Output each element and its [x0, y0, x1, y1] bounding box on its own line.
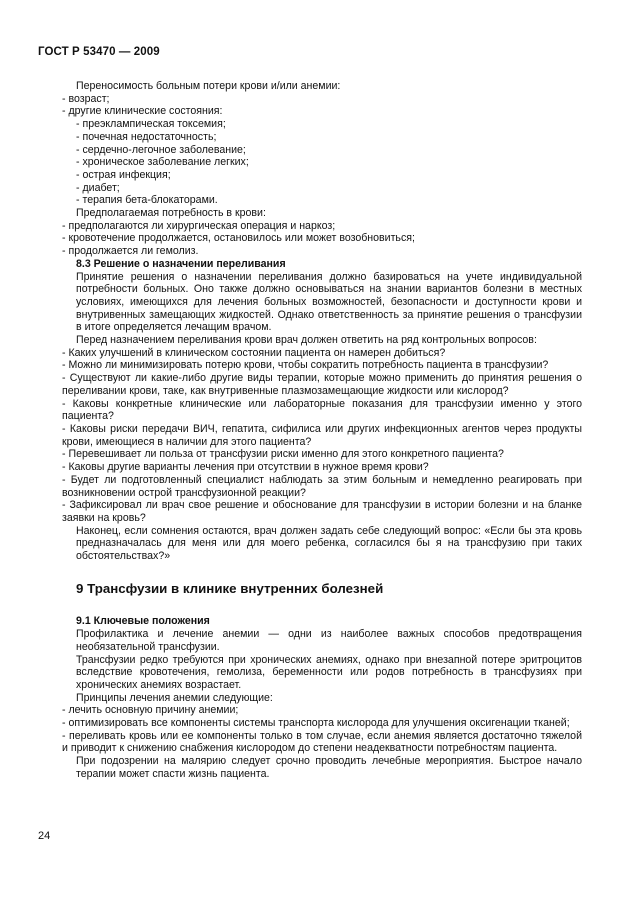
paragraph: Наконец, если сомнения остаются, врач должен задать себе следующий вопрос: «Если бы эта кровь предназначалась для меня или для моего ребенка, согласился бы я на трансфузию при таких обстоятельствах?»	[76, 524, 582, 563]
tolerance-intro: Переносимость больным потери крови и/или анемии:	[76, 80, 341, 92]
question-item: - Каковы другие варианты лечения при отсутствии в нужное время крови?	[62, 461, 429, 474]
question-item: - Каковы риски передачи ВИЧ, гепатита, сифилиса или других инфекционных агентов через продукты крови, имеющиеся в наличии для этого пациента?	[62, 422, 582, 448]
list-item: - продолжается ли гемолиз.	[62, 245, 199, 258]
paragraph: Перед назначением переливания крови врач должен ответить на ряд контрольных вопросов:	[76, 334, 537, 347]
list-item: - возраст;	[62, 92, 110, 105]
section-9-heading: 9 Трансфузии в клинике внутренних болезней	[76, 580, 384, 596]
principle-item: - переливать кровь или ее компоненты только в том случае, если анемия является достаточно тяжелой и приводит к снижению снабжения кислородом до степени неадекватности потребностям пациента.	[62, 729, 582, 755]
principle-item: - оптимизировать все компоненты системы транспорта кислорода для улучшения оксигенации тканей;	[62, 717, 570, 730]
need-intro: Предполагаемая потребность в крови:	[76, 207, 266, 220]
question-item: - Каковы конкретные клинические или лабораторные показания для трансфузии именно у этого пациента?	[62, 397, 582, 423]
list-item: - терапия бета-блокаторами.	[76, 194, 218, 207]
question-item: - Перевешивает ли польза от трансфузии риски именно для этого конкретного пациента?	[62, 448, 504, 461]
principle-item: - лечить основную причину анемии;	[62, 704, 239, 717]
list-item: - кровотечение продолжается, остановилось или может возобновиться;	[62, 232, 415, 245]
list-item: - острая инфекция;	[76, 168, 171, 181]
paragraph: Принципы лечения анемии следующие:	[76, 691, 273, 704]
question-item: - Зафиксировал ли врач свое решение и обоснование для трансфузии в истории болезни и на бланке заявки на кровь?	[62, 499, 582, 524]
paragraph: Профилактика и лечение анемии — одни из наиболее важных способов предотвращения необязательной трансфузии.	[76, 628, 582, 653]
paragraph: Принятие решения о назначении переливания должно базироваться на учете индивидуальной потребности больных. Оно также должно основываться на знании вариантов болезни в местных условиях, имеющихся для лечения больных возможностей, безопасности и доступности крови и внутривенных замещающих жидкостей. Однако ответственность за принятие решения о трансфузии в итоге определяется лечащим врачом.	[76, 270, 582, 334]
page-content	[62, 80, 582, 781]
document-header: ГОСТ Р 53470 — 2009	[38, 46, 160, 58]
section-8-3-heading: 8.3 Решение о назначении переливания	[76, 257, 286, 270]
paragraph: Трансфузии редко требуются при хронических анемиях, однако при внезапной потере эритроцитов вследствие кровотечения, гемолиза, беременности или родов потребность в трансфузиях при хронических анемиях возрастает.	[76, 653, 582, 691]
paragraph: При подозрении на малярию следует срочно проводить лечебные мероприятия. Быстрое начало терапии может спасти жизнь пациента.	[76, 755, 582, 780]
list-item: - почечная недостаточность;	[76, 130, 217, 143]
list-item: - преэклампическая токсемия;	[76, 118, 226, 131]
question-item: - Каких улучшений в клиническом состоянии пациента он намерен добиться?	[62, 346, 446, 359]
question-item: - Будет ли подготовленный специалист наблюдать за этим больным и немедленно реагировать при возникновении острой трансфузионной реакции?	[62, 473, 582, 499]
list-item: - предполагаются ли хирургическая операция и наркоз;	[62, 219, 336, 232]
page-number: 24	[38, 830, 51, 842]
list-item: - другие клинические состояния:	[62, 105, 223, 118]
question-item: - Можно ли минимизировать потерю крови, чтобы сократить потребность пациента в трансфузии?	[62, 359, 549, 372]
list-item: - сердечно-легочное заболевание;	[76, 143, 246, 156]
question-item: - Существуют ли какие-либо другие виды терапии, которые можно применить до принятия решения о переливании крови, таке, как внутривенные плазмозамещающие жидкости или кислород?	[62, 372, 582, 397]
section-9-1-heading: 9.1 Ключевые положения	[76, 615, 210, 628]
list-item: - диабет;	[76, 181, 120, 194]
list-item: - хроническое заболевание легких;	[76, 156, 249, 169]
